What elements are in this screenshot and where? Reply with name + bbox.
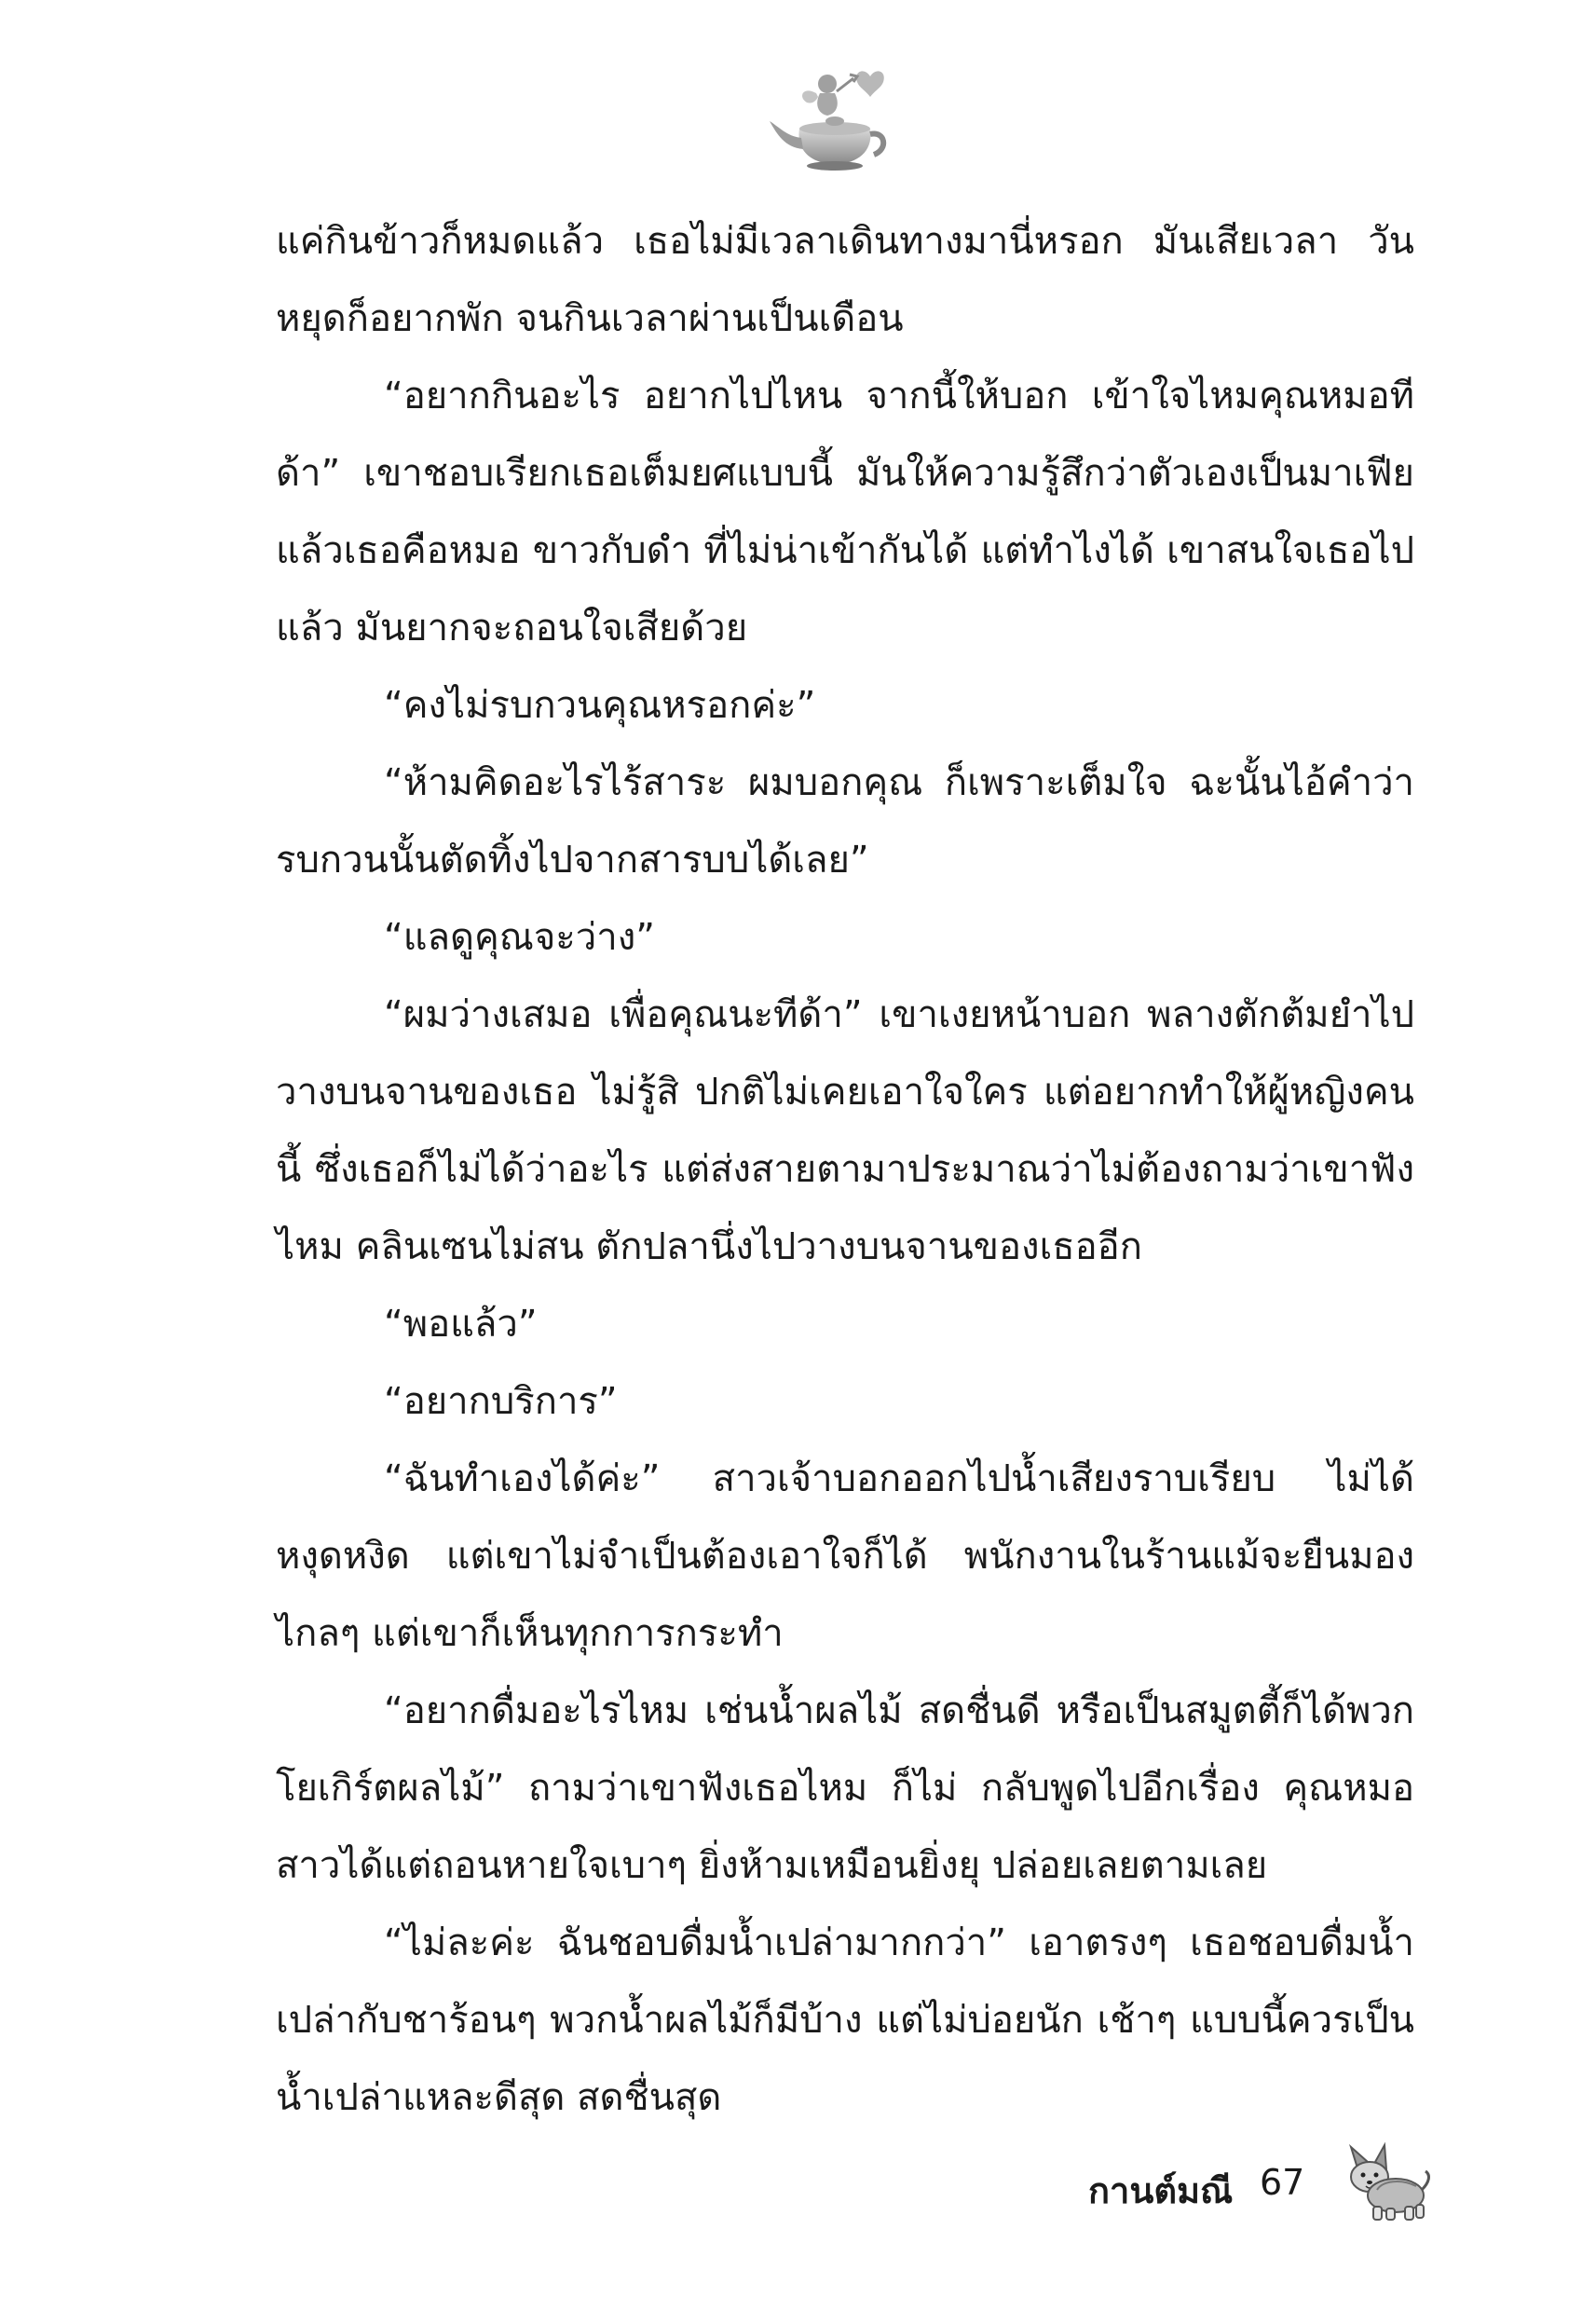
paragraph: “แลดูคุณจะว่าง” (384, 916, 655, 959)
paragraph: “อยากกินอะไร อยากไปไหน จากนี้ให้บอก เข้าใจไหมคุณหมอทีด้า” เขาชอบเรียกเธอเต็มยศแบบนี้ มันให้ความรู้สึกว่าตัวเองเป็นมาเฟีย แล้วเธอคือหมอ ขาวกับดำ ที่ไม่น่าเข้ากันได้ แต่ทำไงได้ เขาสนใจเธอไปแล้ว มันยากจะถอนใจเสียด้วย (276, 375, 1414, 650)
paragraph: “ผมว่างเสมอ เพื่อคุณนะทีด้า” เขาเงยหน้าบอก พลางตักต้มยำไปวางบนจานของเธอ ไม่รู้สิ ปกติไม่เคยเอาใจใคร แต่อยากทำให้ผู้หญิงคนนี้ ซึ่งเธอก็ไม่ได้ว่าอะไร แต่ส่งสายตามาประมาณว่าไม่ต้องถามว่าเขาฟังไหม คลินเซนไม่สน ตักปลานึ่งไปวางบนจานของเธออีก (276, 993, 1414, 1268)
paragraph: “ฉันทำเองได้ค่ะ” สาวเจ้าบอกออกไปน้ำเสียงราบเรียบ ไม่ได้หงุดหงิด แต่เขาไม่จำเป็นต้องเอาใจก็ได้ พนักงานในร้านแม้จะยืนมองไกลๆ แต่เขาก็เห็นทุกการกระทำ (276, 1457, 1414, 1655)
chapter-body-text (276, 203, 1414, 2137)
paragraph: แค่กินข้าวก็หมดแล้ว เธอไม่มีเวลาเดินทางมานี่หรอก มันเสียเวลา วันหยุดก็อยากพัก จนกินเวลาผ่านเป็นเดือน (276, 220, 1414, 340)
page-number: 67 (1260, 2162, 1305, 2203)
corgi-dog-icon (1330, 2134, 1433, 2227)
paragraph: “อยากบริการ” (384, 1380, 618, 1423)
footer-author-name: กานต์มณี (1088, 2170, 1234, 2211)
paragraph: “อยากดื่มอะไรไหม เช่นน้ำผลไม้ สดชื่นดี หรือเป็นสมูตตี้ก็ได้พวกโยเกิร์ตผลไม้” ถามว่าเขาฟังเธอไหม ก็ไม่ กลับพูดไปอีกเรื่อง คุณหมอสาวได้แต่ถอนหายใจเบาๆ ยิ่งห้ามเหมือนยิ่งยุ ปล่อยเลยตามเลย (276, 1689, 1414, 1887)
page-footer (1062, 2134, 1435, 2227)
paragraph: “ห้ามคิดอะไรไร้สาระ ผมบอกคุณ ก็เพราะเต็มใจ ฉะนั้นไอ้คำว่ารบกวนนั้นตัดทิ้งไปจากสารบบได้เลย” (276, 761, 1414, 882)
paragraph: “ไม่ละค่ะ ฉันชอบดื่มน้ำเปล่ามากกว่า” เอาตรงๆ เธอชอบดื่มน้ำเปล่ากับชาร้อนๆ พวกน้ำผลไม้ก็มีบ้าง แต่ไม่บ่อยนัก เช้าๆ แบบนี้ควรเป็นน้ำเปล่าแหละดีสุด สดชื่นสุด (276, 1921, 1414, 2119)
paragraph: “พอแล้ว” (384, 1303, 538, 1346)
paragraph: “คงไม่รบกวนคุณหรอกค่ะ” (384, 684, 816, 727)
cupid-teapot-icon (760, 56, 909, 177)
